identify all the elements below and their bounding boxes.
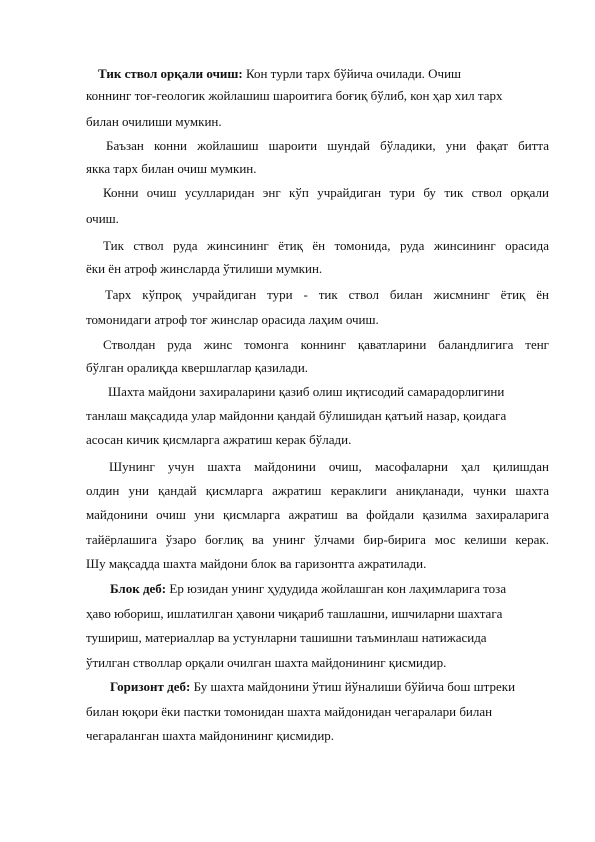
paragraph-10-lead: Горизонт деб: bbox=[110, 679, 191, 694]
paragraph-8-line-3: майдонини очиш уни қисмларга ажратиш ва фойдали қазилма захираларига bbox=[86, 507, 549, 522]
paragraph-9-text: Ер юзидан унинг ҳудудида жойлашган кон лаҳимларига тоза bbox=[169, 581, 507, 596]
paragraph-6-line-1: Стволдан руда жинс томонга коннинг қаватларини баландлигига тенг bbox=[103, 337, 549, 352]
paragraph-9-line-4: ўтилган стволлар орқали очилган шахта майдонининг қисмидир. bbox=[86, 655, 447, 670]
paragraph-1-lead: Тик ствол орқали очиш: bbox=[98, 66, 243, 81]
paragraph-5-line-1: Тарх кўпроқ учрайдиган тури - тик ствол билан жисмнинг ётиқ ён bbox=[105, 287, 549, 302]
paragraph-7-line-3: асосан кичик қисмларга ажратиш керак бўлади. bbox=[86, 432, 352, 447]
paragraph-9-line-1 bbox=[86, 579, 573, 599]
paragraph-9-lead: Блок деб: bbox=[110, 581, 167, 596]
paragraph-4-line-1: Тик ствол руда жинсининг ётиқ ён томонида, руда жинсининг орасида bbox=[103, 238, 549, 253]
paragraph-8-line-4: тайёрлашига ўзаро боғлиқ ва унинг ўлчами бир-бирига мос келиши керак. bbox=[86, 532, 549, 547]
paragraph-1-line-1 bbox=[86, 64, 549, 84]
paragraph-2-line-1: Баъзан конни жойлашиш шароити шундай бўладики, уни фақат битта bbox=[106, 138, 549, 153]
paragraph-3-line-1: Конни очиш усулларидан энг кўп учрайдиган тури бу тик ствол орқали bbox=[103, 185, 549, 200]
paragraph-4-line-2: ёки ён атроф жинсларда ўтилиши мумкин. bbox=[86, 261, 323, 276]
paragraph-3-line-2: очиш. bbox=[86, 211, 119, 226]
paragraph-10-line-2: билан юқори ёки пастки томонидан шахта майдонидан чегаралари билан bbox=[86, 704, 493, 719]
paragraph-8-line-5: Шу мақсадда шахта майдони блок ва гаризонтга ажратилади. bbox=[86, 556, 427, 571]
paragraph-8-line-1: Шунинг учун шахта майдонини очиш, масофаларни ҳал қилишдан bbox=[109, 459, 549, 474]
paragraph-1-line-3: билан очилиши мумкин. bbox=[86, 114, 222, 129]
paragraph-5-line-2: томонидаги атроф тоғ жинслар орасида лаҳим очиш. bbox=[86, 312, 379, 327]
paragraph-10-line-3: чегараланган шахта майдонининг қисмидир. bbox=[86, 728, 335, 743]
paragraph-8-line-2: олдин уни қандай қисмларга ажратиш кераклиги аниқланади, чунки шахта bbox=[86, 483, 549, 498]
paragraph-6-line-2: бўлган оралиқда квершлаглар қазилади. bbox=[86, 360, 309, 375]
paragraph-10-line-1 bbox=[86, 677, 573, 697]
paragraph-10-text: Бу шахта майдонини ўтиш йўналиши бўйича бош штреки bbox=[193, 679, 516, 694]
paragraph-9-line-2: ҳаво юбориш, ишлатилган ҳавони чиқариб ташлашни, ишчиларни шахтага bbox=[86, 606, 503, 621]
paragraph-1-line-2: коннинг тоғ-геологик жойлашиш шароитига боғиқ бўлиб, кон ҳар хил тарх bbox=[86, 88, 503, 103]
paragraph-1-text: Кон турли тарх бўйича очилади. Очиш bbox=[245, 66, 462, 81]
paragraph-7-line-2: танлаш мақсадида улар майдонни қандай бўлишидан қатъий назар, қоидага bbox=[86, 408, 507, 423]
paragraph-2-line-2: якка тарх билан очиш мумкин. bbox=[86, 161, 257, 176]
paragraph-9-line-3: тушириш, материаллар ва устунларни ташишни таъминлаш натижасида bbox=[86, 630, 487, 645]
paragraph-7-line-1: Шахта майдони захираларини қазиб олиш иқтисодий самарадорлигини bbox=[108, 384, 505, 399]
